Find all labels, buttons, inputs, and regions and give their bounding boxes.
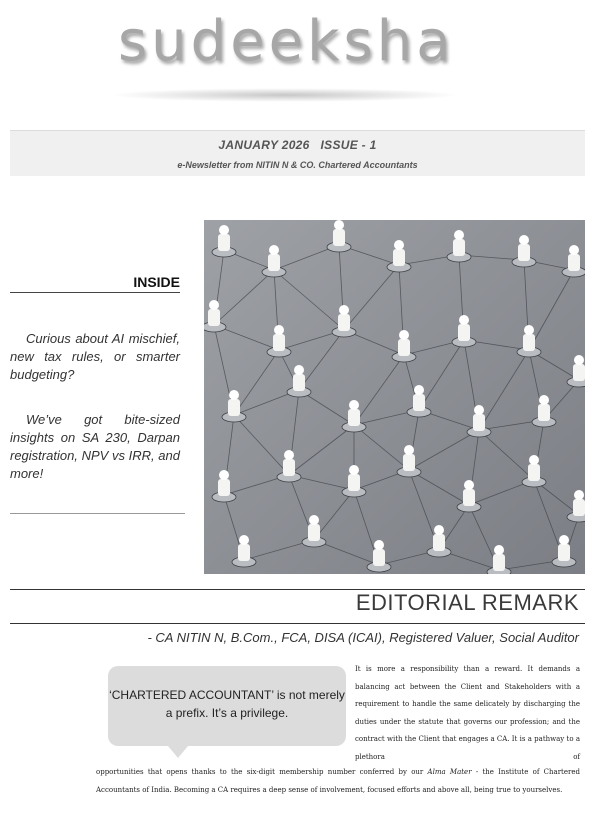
network-illustration — [204, 220, 585, 574]
editorial-title: EDITORIAL REMARK — [355, 590, 579, 615]
pull-quote-box — [108, 666, 346, 746]
inside-paragraph-2: We’ve got bite-sized insights on SA 230, Darpan registration, NPV vs IRR, and more! — [10, 412, 180, 481]
alma-mater-italic: Alma Mater — [427, 768, 472, 776]
editorial-rule-bottom — [10, 623, 585, 624]
issue-band — [10, 130, 585, 176]
pull-quote-tail — [168, 746, 188, 758]
network-people-photo — [204, 220, 585, 574]
masthead-title: sudeeksha — [118, 9, 455, 74]
newsletter-subtitle: e-Newsletter from NITIN N & CO. Chartered Accountants — [177, 160, 418, 170]
masthead-shadow — [110, 88, 460, 102]
inside-paragraph-1: Curious about AI mischief, new tax rules, or smarter budgeting? — [10, 331, 180, 382]
editorial-body-right: It is more a responsibility than a reward. It demands a balancing act between the Client and Stakeholders with a requirement to handle the same delicately by discharging the duties under the statute that governs our profession; and the contract with the Client that engages a CA. It is a pathway to a plethora of — [355, 665, 580, 761]
issue-line: JANUARY 2026 ISSUE - 1 — [218, 138, 377, 152]
editorial-body-full-end: - the Institute of Chartered Accountants of India. Becoming a CA requires a deep sense of involvement, focused efforts and above all, being true to yourselves. — [96, 768, 580, 794]
inside-divider — [10, 513, 185, 514]
editorial-author: - CA NITIN N, B.Com., FCA, DISA (ICAI), Registered Valuer, Social Auditor — [147, 630, 579, 645]
masthead-logo — [100, 8, 490, 108]
photo-background — [204, 220, 585, 574]
editorial-body-full-start: opportunities that opens thanks to the six-digit membership number conferred by our — [96, 768, 424, 776]
editorial-body-full — [96, 764, 580, 799]
inside-heading: INSIDE — [10, 274, 180, 293]
pull-quote-text: ‘CHARTERED ACCOUNTANT’ is not merely a prefix. It’s a privilege. — [109, 688, 345, 720]
